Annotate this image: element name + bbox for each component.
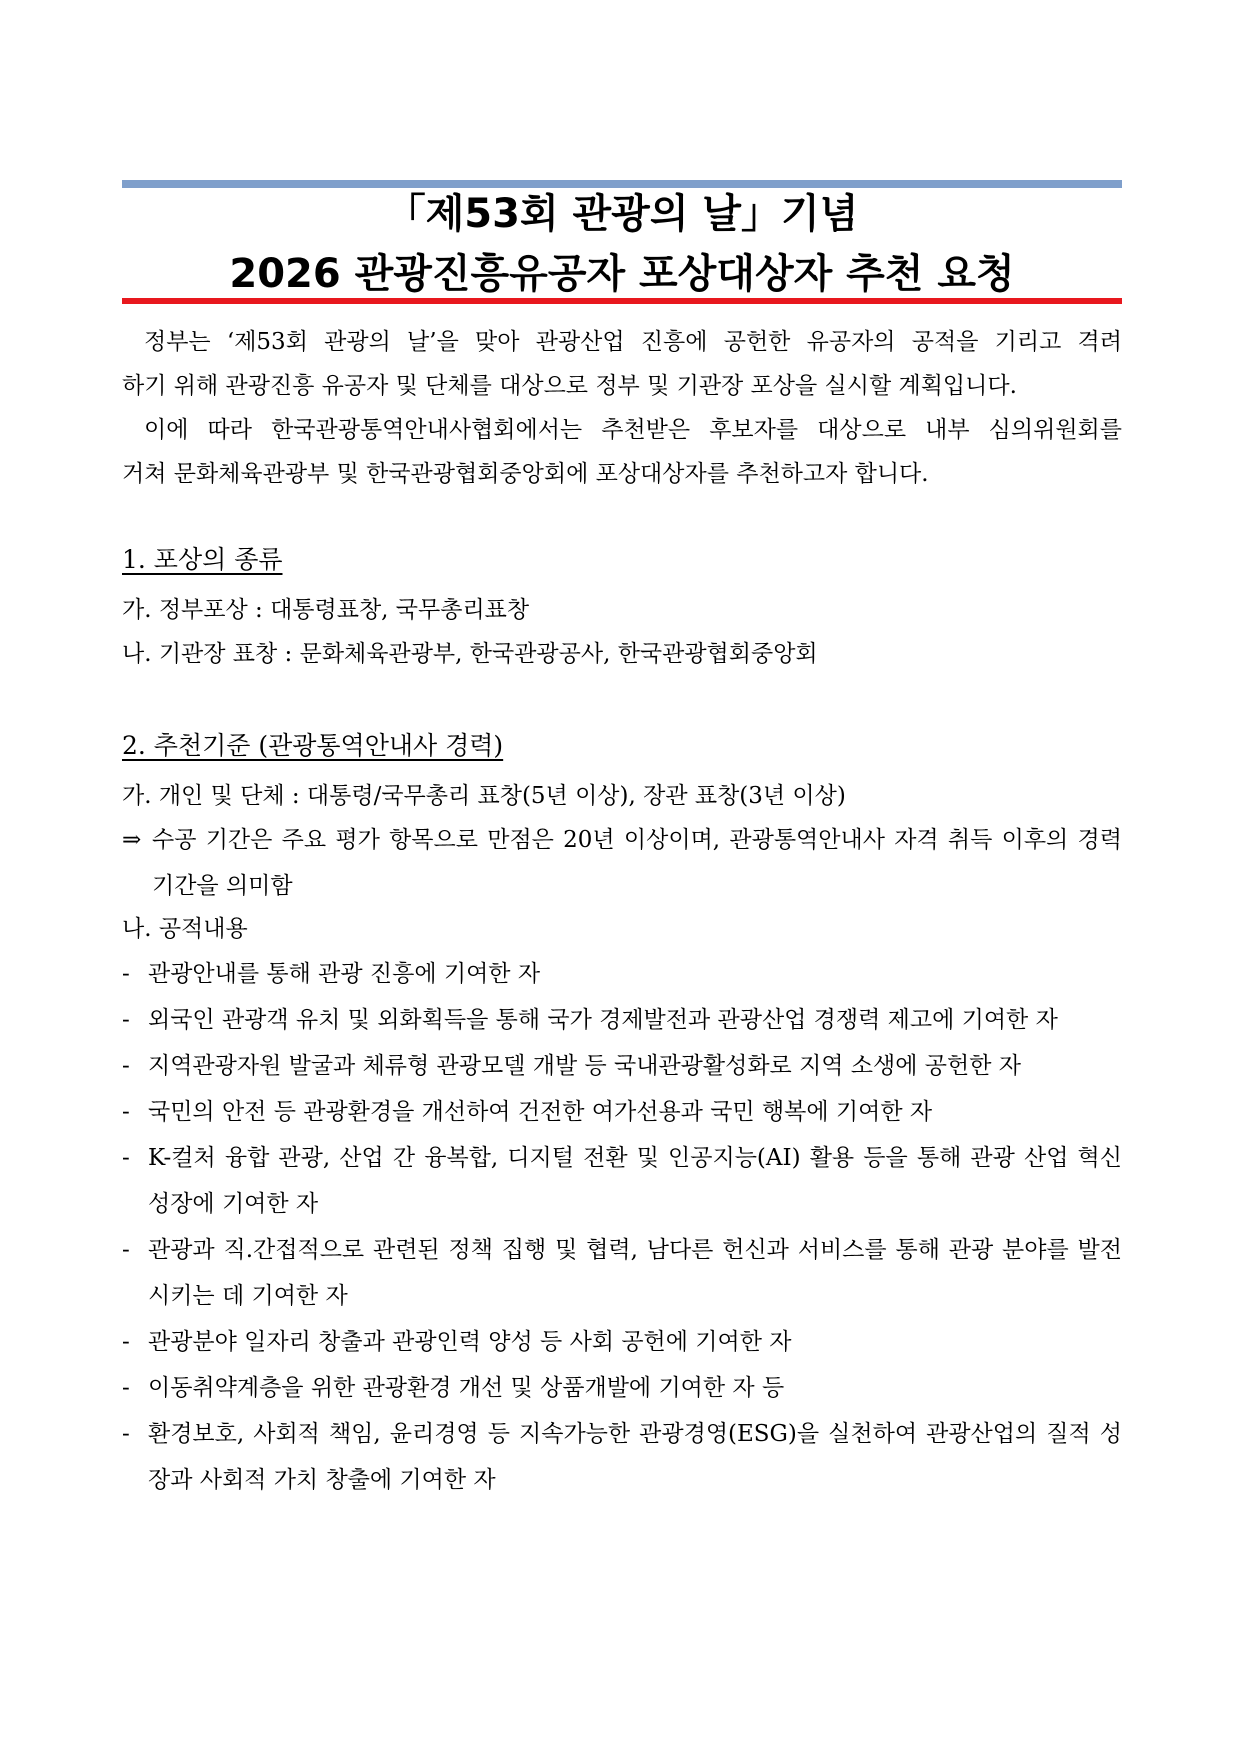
intro-paragraph-1-line-2: 하기 위해 관광진흥 유공자 및 단체를 대상으로 정부 및 기관장 포상을 실시할 계획입니다. <box>122 373 1017 399</box>
section-2-item-ga: 가. 개인 및 단체 : 대통령/국무총리 표창(5년 이상), 장관 표창(3년 이상) <box>122 783 846 809</box>
section-2-item-na: 나. 공적내용 <box>122 916 248 942</box>
list-item-text: 환경보호, 사회적 책임, 윤리경영 등 지속가능한 관광경영(ESG)을 실천하여 관광산업의 질적 성장과 사회적 가치 창출에 기여한 자 <box>148 1421 1122 1493</box>
list-item-text: K-컬처 융합 관광, 산업 간 융복합, 디지털 전환 및 인공지능(AI) 활용 등을 통해 관광 산업 혁신 성장에 기여한 자 <box>148 1145 1122 1217</box>
list-item-text: 관광과 직.간접적으로 관련된 정책 집행 및 협력, 남다른 헌신과 서비스를 통해 관광 분야를 발전시키는 데 기여한 자 <box>148 1237 1122 1309</box>
intro-paragraph-1-line-1: 정부는 ‘제53회 관광의 날’을 맞아 관광산업 진흥에 공헌한 유공자의 공적을 기리고 격려 <box>144 329 1122 355</box>
list-item <box>122 997 1122 1043</box>
list-item <box>122 1043 1122 1089</box>
bullet-dash-icon: - <box>122 1375 130 1401</box>
bullet-dash-icon: - <box>122 1145 130 1171</box>
title-top-rule <box>122 180 1122 188</box>
list-item <box>122 1411 1122 1503</box>
list-item-text: 지역관광자원 발굴과 체류형 관광모델 개발 등 국내관광활성화로 지역 소생에 공헌한 자 <box>148 1053 1021 1079</box>
title-line-1: 「제53회 관광의 날」기념 <box>385 191 859 237</box>
list-item-text: 관광분야 일자리 창출과 관광인력 양성 등 사회 공헌에 기여한 자 <box>148 1329 792 1355</box>
list-item <box>122 1365 1122 1411</box>
list-item <box>122 1135 1122 1227</box>
list-item-text: 외국인 관광객 유치 및 외화획득을 통해 국가 경제발전과 관광산업 경쟁력 제고에 기여한 자 <box>148 1007 1058 1033</box>
section-1-heading: 1. 포상의 종류 <box>122 545 283 574</box>
arrow-icon: ⇒ <box>122 827 142 853</box>
title-bottom-rule <box>122 298 1122 304</box>
bullet-dash-icon: - <box>122 1053 130 1079</box>
bullet-dash-icon: - <box>122 1099 130 1125</box>
section-2-heading: 2. 추천기준 (관광통역안내사 경력) <box>122 731 504 760</box>
section-1-item-ga: 가. 정부포상 : 대통령표창, 국무총리표창 <box>122 597 530 623</box>
bullet-dash-icon: - <box>122 961 130 987</box>
bullet-dash-icon: - <box>122 1421 130 1447</box>
intro-paragraph-2-line-1: 이에 따라 한국관광통역안내사협회에서는 추천받은 후보자를 대상으로 내부 심의위원회를 <box>144 417 1122 443</box>
merit-list <box>122 951 1122 1503</box>
list-item <box>122 1319 1122 1365</box>
bullet-dash-icon: - <box>122 1329 130 1355</box>
list-item-text: 국민의 안전 등 관광환경을 개선하여 건전한 여가선용과 국민 행복에 기여한 자 <box>148 1099 933 1125</box>
title-line-2: 2026 관광진흥유공자 포상대상자 추천 요청 <box>229 251 1015 297</box>
list-item-text: 이동취약계층을 위한 관광환경 개선 및 상품개발에 기여한 자 등 <box>148 1375 785 1401</box>
section-1-item-na: 나. 기관장 표창 : 문화체육관광부, 한국관광공사, 한국관광협회중앙회 <box>122 641 818 667</box>
bullet-dash-icon: - <box>122 1007 130 1033</box>
list-item <box>122 1089 1122 1135</box>
list-item <box>122 951 1122 997</box>
intro-paragraph-2-line-2: 거쳐 문화체육관광부 및 한국관광협회중앙회에 포상대상자를 추천하고자 합니다. <box>122 461 929 487</box>
list-item-text: 관광안내를 통해 관광 진흥에 기여한 자 <box>148 961 541 987</box>
section-2-note-text: 수공 기간은 주요 평가 항목으로 만점은 20년 이상이며, 관광통역안내사 자격 취득 이후의 경력 기간을 의미함 <box>152 827 1122 899</box>
section-2-note <box>122 817 1122 909</box>
document-page <box>122 0 1122 1754</box>
bullet-dash-icon: - <box>122 1237 130 1263</box>
list-item <box>122 1227 1122 1319</box>
